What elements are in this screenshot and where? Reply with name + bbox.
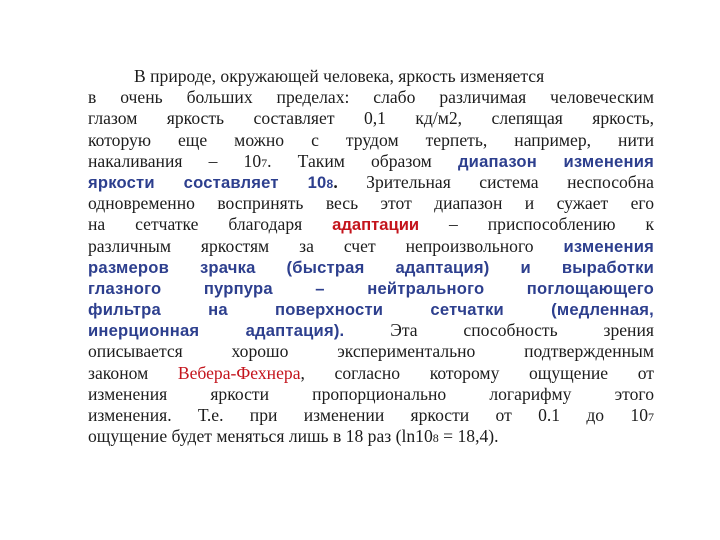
highlight-adaptation: адаптации xyxy=(332,215,420,235)
highlight-range-term: яркости составляет 10 xyxy=(88,172,327,192)
text-line-10 xyxy=(88,257,654,278)
text-line-7 xyxy=(88,193,654,214)
text-line-16 xyxy=(88,384,654,405)
text-line-6 xyxy=(88,172,654,193)
text-span: = 18,4). xyxy=(438,426,499,447)
text-line-18 xyxy=(88,426,654,447)
highlight-mechanism: фильтра на поверхности сетчатки (медленная, xyxy=(88,300,654,320)
text-span: которую еще можно с трудом терпеть, например, нити xyxy=(88,129,654,150)
text-span: глазом яркость составляет 0,1 кд/м2, слепящая яркость, xyxy=(88,108,654,129)
text-line-3 xyxy=(88,108,654,129)
exponent: 7 xyxy=(648,410,654,424)
text-line-1 xyxy=(88,66,654,87)
text-span: одновременно воспринять весь этот диапазон и сужает его xyxy=(88,193,654,214)
text-line-17 xyxy=(88,405,654,426)
text-line-9 xyxy=(88,236,654,257)
paragraph xyxy=(88,66,654,447)
text-span: В природе, окружающей человека, яркость изменяется xyxy=(134,66,545,86)
text-line-13 xyxy=(88,320,654,341)
text-span: . xyxy=(333,171,338,192)
text-span: Эта способность зрения xyxy=(344,320,654,341)
text-line-5 xyxy=(88,151,654,172)
text-span: – приспособлению к xyxy=(419,214,654,235)
text-span: изменения яркости пропорционально логарифму этого xyxy=(88,383,654,404)
text-span: законом xyxy=(88,362,178,383)
text-span: в очень больших пределах: слабо различимая человеческим xyxy=(88,87,654,108)
text-span: на сетчатке благодаря xyxy=(88,214,333,235)
text-line-4 xyxy=(88,130,654,151)
exponent: 7 xyxy=(261,155,268,170)
text-span: накаливания – 10 xyxy=(88,150,262,171)
highlight-law-name: Вебера-Фехнера xyxy=(177,362,301,383)
text-line-12 xyxy=(88,299,654,320)
exponent: 8 xyxy=(326,176,334,191)
text-span: описывается хорошо экспериментально подтвержденным xyxy=(88,341,654,362)
text-span: Зрительная система неспособна xyxy=(337,171,654,192)
text-line-11 xyxy=(88,278,654,299)
text-line-15 xyxy=(88,363,654,384)
text-span: ощущение будет меняться лишь в 18 раз (ln10 xyxy=(88,426,433,447)
text-span: различным яркостям за счет непроизвольного xyxy=(88,235,564,256)
highlight-mechanism: размеров зрачка (быстрая адаптация) и выработки xyxy=(88,257,654,277)
highlight-mechanism: инерционная адаптация). xyxy=(88,321,345,341)
highlight-mechanism: изменения xyxy=(563,236,654,256)
text-line-2 xyxy=(88,87,654,108)
text-line-8 xyxy=(88,214,654,235)
text-span: , согласно которому ощущение от xyxy=(300,362,654,383)
exponent: 8 xyxy=(432,431,439,446)
text-line-14 xyxy=(88,341,654,362)
text-span: изменения. Т.е. при изменении яркости от 0.1 до 10 xyxy=(88,405,648,425)
highlight-range-term: диапазон изменения xyxy=(457,151,654,171)
text-span: . Таким образом xyxy=(267,150,458,171)
highlight-mechanism: глазного пурпура – нейтрального поглощающего xyxy=(88,278,654,298)
